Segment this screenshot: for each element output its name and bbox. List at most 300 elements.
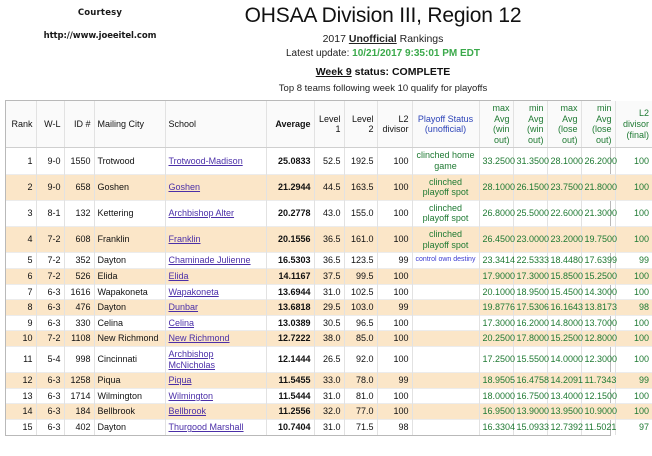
cell-min-avg-win-out: 26.1500 xyxy=(513,174,547,200)
cell-level-1: 31.0 xyxy=(314,284,344,300)
cell-rank: 14 xyxy=(6,404,36,420)
cell-win-loss: 7-2 xyxy=(36,268,64,284)
cell-average: 13.0389 xyxy=(266,315,314,331)
cell-level-2: 78.0 xyxy=(344,373,377,389)
cell-l2-divisor: 100 xyxy=(377,315,412,331)
cell-min-avg-win-out: 17.5306 xyxy=(513,300,547,316)
col-header-min-avg-win-out[interactable] xyxy=(513,101,547,148)
cell-win-loss: 7-2 xyxy=(36,227,64,253)
cell-average: 11.5444 xyxy=(266,388,314,404)
cell-level-2: 102.5 xyxy=(344,284,377,300)
school-link[interactable]: Bellbrook xyxy=(168,406,207,417)
col-header-min-avg-win-out-line3: out) xyxy=(527,134,544,145)
cell-rank: 6 xyxy=(6,268,36,284)
cell-min-avg-win-out: 16.7500 xyxy=(513,388,547,404)
week-status-value: status: COMPLETE xyxy=(351,66,451,78)
col-header-id[interactable]: ID # xyxy=(64,101,94,148)
cell-max-avg-win-out: 16.9500 xyxy=(479,404,513,420)
cell-min-avg-lose-out: 21.3000 xyxy=(581,200,615,226)
cell-max-avg-lose-out: 15.2500 xyxy=(547,331,581,347)
cell-win-loss: 8-1 xyxy=(36,200,64,226)
cell-win-loss: 6-3 xyxy=(36,284,64,300)
table-row xyxy=(6,346,652,372)
col-header-playoff-status-line2: (unofficial) xyxy=(424,124,467,135)
cell-mailing-city: Wilmington xyxy=(94,388,165,404)
col-header-l2-divisor-final-line3: (final) xyxy=(626,129,649,140)
cell-average: 20.2778 xyxy=(266,200,314,226)
cell-win-loss: 5-4 xyxy=(36,346,64,372)
cell-max-avg-win-out: 20.2500 xyxy=(479,331,513,347)
table-row xyxy=(6,200,652,226)
cell-school-id: 658 xyxy=(64,174,94,200)
cell-rank: 10 xyxy=(6,331,36,347)
cell-level-1: 44.5 xyxy=(314,174,344,200)
col-header-playoff-status-line1: Playoff Status xyxy=(417,113,474,124)
cell-l2-divisor-final: 99 xyxy=(615,373,652,389)
cell-playoff-status xyxy=(412,373,479,389)
col-header-rank[interactable]: Rank xyxy=(6,101,36,148)
cell-average: 25.0833 xyxy=(266,148,314,174)
qualify-note: Top 8 teams following week 10 qualify for playoffs xyxy=(278,83,488,94)
school-link[interactable]: Dunbar xyxy=(168,302,199,313)
cell-school-id: 132 xyxy=(64,200,94,226)
cell-min-avg-lose-out: 21.8000 xyxy=(581,174,615,200)
cell-playoff-status: clinched playoff spot xyxy=(412,200,479,226)
col-header-max-avg-win-out-line2: Avg xyxy=(494,113,510,124)
cell-level-2: 155.0 xyxy=(344,200,377,226)
cell-level-1: 31.0 xyxy=(314,388,344,404)
cell-school-id: 1714 xyxy=(64,388,94,404)
table-row xyxy=(6,268,652,284)
cell-l2-divisor: 100 xyxy=(377,200,412,226)
cell-min-avg-win-out: 18.9500 xyxy=(513,284,547,300)
cell-level-2: 77.0 xyxy=(344,404,377,420)
cell-level-1: 43.0 xyxy=(314,200,344,226)
cell-min-avg-lose-out: 13.8173 xyxy=(581,300,615,316)
subtitle-year: 2017 xyxy=(322,33,349,46)
school-link[interactable]: Thurgood Marshall xyxy=(168,422,244,433)
cell-level-2: 99.5 xyxy=(344,268,377,284)
cell-l2-divisor: 100 xyxy=(377,284,412,300)
cell-max-avg-win-out: 26.4500 xyxy=(479,227,513,253)
cell-l2-divisor: 99 xyxy=(377,253,412,269)
school-link[interactable]: Wapakoneta xyxy=(168,286,219,297)
cell-school xyxy=(165,331,266,347)
cell-playoff-status: clinched playoff spot xyxy=(412,227,479,253)
cell-school-id: 1108 xyxy=(64,331,94,347)
latest-update-timestamp: 10/21/2017 9:35:01 PM EDT xyxy=(352,48,481,60)
rankings-subtitle xyxy=(150,33,616,45)
cell-max-avg-lose-out: 16.1643 xyxy=(547,300,581,316)
cell-min-avg-win-out: 22.5333 xyxy=(513,253,547,269)
cell-min-avg-lose-out: 26.2000 xyxy=(581,148,615,174)
cell-max-avg-lose-out: 14.0000 xyxy=(547,346,581,372)
cell-rank: 1 xyxy=(6,148,36,174)
cell-rank: 5 xyxy=(6,253,36,269)
col-header-min-avg-lose-out-line1: min Avg xyxy=(596,103,612,124)
cell-school xyxy=(165,148,266,174)
cell-rank: 2 xyxy=(6,174,36,200)
table-row xyxy=(6,315,652,331)
cell-win-loss: 7-2 xyxy=(36,253,64,269)
cell-l2-divisor-final: 100 xyxy=(615,388,652,404)
col-header-max-avg-win-out-line1: max xyxy=(492,103,510,113)
cell-playoff-status xyxy=(412,268,479,284)
latest-update-label: Latest update: xyxy=(285,48,353,60)
school-link[interactable]: Archbishop Alter xyxy=(168,208,235,219)
cell-max-avg-win-out: 16.3304 xyxy=(479,420,513,435)
col-header-l2-divisor[interactable] xyxy=(377,101,412,148)
week-status xyxy=(150,66,616,78)
cell-max-avg-win-out: 17.3000 xyxy=(479,315,513,331)
col-header-wl[interactable]: W-L xyxy=(36,101,64,148)
table-row xyxy=(6,404,652,420)
cell-playoff-status: control own destiny xyxy=(412,253,479,269)
cell-l2-divisor-final: 100 xyxy=(615,331,652,347)
school-link[interactable]: Piqua xyxy=(168,375,192,386)
cell-level-1: 38.0 xyxy=(314,331,344,347)
cell-level-2: 71.5 xyxy=(344,420,377,435)
page-title: OHSAA Division III, Region 12 xyxy=(244,4,522,27)
cell-school xyxy=(165,404,266,420)
cell-rank: 13 xyxy=(6,388,36,404)
cell-l2-divisor: 100 xyxy=(377,268,412,284)
cell-mailing-city: Dayton xyxy=(94,300,165,316)
cell-level-1: 33.0 xyxy=(314,373,344,389)
cell-l2-divisor-final: 100 xyxy=(615,268,652,284)
cell-school xyxy=(165,284,266,300)
cell-level-2: 96.5 xyxy=(344,315,377,331)
cell-playoff-status: clinched home game xyxy=(412,148,479,174)
cell-school xyxy=(165,253,266,269)
cell-average: 20.1556 xyxy=(266,227,314,253)
col-header-level-1[interactable] xyxy=(314,101,344,148)
cell-win-loss: 7-2 xyxy=(36,331,64,347)
cell-min-avg-win-out: 15.5500 xyxy=(513,346,547,372)
cell-max-avg-win-out: 17.2500 xyxy=(479,346,513,372)
cell-l2-divisor-final: 99 xyxy=(615,253,652,269)
table-row xyxy=(6,373,652,389)
cell-min-avg-lose-out: 14.3000 xyxy=(581,284,615,300)
table-header-row xyxy=(6,101,652,148)
cell-max-avg-lose-out: 18.4480 xyxy=(547,253,581,269)
rankings-table xyxy=(6,101,652,435)
table-row xyxy=(6,227,652,253)
cell-l2-divisor-final: 98 xyxy=(615,300,652,316)
cell-l2-divisor-final: 100 xyxy=(615,227,652,253)
cell-school xyxy=(165,200,266,226)
col-header-min-avg-lose-out[interactable] xyxy=(581,101,615,148)
cell-school xyxy=(165,227,266,253)
col-header-level-1-line1: Level xyxy=(318,113,341,124)
col-header-playoff-status[interactable] xyxy=(412,101,479,148)
cell-mailing-city: Goshen xyxy=(94,174,165,200)
cell-win-loss: 6-3 xyxy=(36,315,64,331)
cell-school xyxy=(165,300,266,316)
cell-l2-divisor: 100 xyxy=(377,148,412,174)
cell-min-avg-lose-out: 12.1500 xyxy=(581,388,615,404)
table-row xyxy=(6,388,652,404)
cell-win-loss: 6-3 xyxy=(36,300,64,316)
cell-average: 13.6944 xyxy=(266,284,314,300)
table-row xyxy=(6,253,652,269)
cell-min-avg-win-out: 15.0933 xyxy=(513,420,547,435)
col-header-l2-divisor-final-line2: divisor xyxy=(622,118,649,129)
cell-win-loss: 6-3 xyxy=(36,373,64,389)
cell-school-id: 1258 xyxy=(64,373,94,389)
cell-level-1: 32.0 xyxy=(314,404,344,420)
cell-min-avg-win-out: 16.2000 xyxy=(513,315,547,331)
cell-average: 21.2944 xyxy=(266,174,314,200)
cell-mailing-city: Kettering xyxy=(94,200,165,226)
cell-l2-divisor-final: 100 xyxy=(615,315,652,331)
col-header-max-avg-win-out[interactable] xyxy=(479,101,513,148)
cell-max-avg-win-out: 18.9505 xyxy=(479,373,513,389)
subtitle-unofficial: Unofficial xyxy=(348,33,397,46)
cell-min-avg-lose-out: 13.7000 xyxy=(581,315,615,331)
cell-school-id: 998 xyxy=(64,346,94,372)
cell-school xyxy=(165,373,266,389)
cell-mailing-city: Wapakoneta xyxy=(94,284,165,300)
cell-school-id: 1616 xyxy=(64,284,94,300)
cell-max-avg-lose-out: 13.4000 xyxy=(547,388,581,404)
cell-school xyxy=(165,315,266,331)
cell-level-2: 123.5 xyxy=(344,253,377,269)
col-header-min-avg-lose-out-line2: (lose xyxy=(591,124,612,135)
cell-level-1: 30.5 xyxy=(314,315,344,331)
cell-playoff-status xyxy=(412,284,479,300)
school-link[interactable]: Chaminade Julienne xyxy=(168,255,251,266)
cell-average: 12.1444 xyxy=(266,346,314,372)
cell-l2-divisor-final: 100 xyxy=(615,346,652,372)
cell-l2-divisor: 100 xyxy=(377,331,412,347)
cell-mailing-city: Dayton xyxy=(94,420,165,435)
col-header-max-avg-lose-out-line1: max xyxy=(560,103,578,113)
cell-average: 12.7222 xyxy=(266,331,314,347)
cell-mailing-city: Celina xyxy=(94,315,165,331)
cell-level-2: 163.5 xyxy=(344,174,377,200)
cell-max-avg-lose-out: 15.8500 xyxy=(547,268,581,284)
cell-l2-divisor-final: 100 xyxy=(615,174,652,200)
col-header-l2-divisor-line2: divisor xyxy=(382,124,409,135)
cell-l2-divisor: 99 xyxy=(377,373,412,389)
cell-average: 13.6818 xyxy=(266,300,314,316)
cell-l2-divisor-final: 100 xyxy=(615,200,652,226)
cell-max-avg-win-out: 28.1000 xyxy=(479,174,513,200)
cell-school-id: 352 xyxy=(64,253,94,269)
cell-mailing-city: Bellbrook xyxy=(94,404,165,420)
cell-level-2: 192.5 xyxy=(344,148,377,174)
school-link[interactable]: Archbishop McNicholas xyxy=(168,348,216,370)
cell-mailing-city: Cincinnati xyxy=(94,346,165,372)
cell-average: 11.2556 xyxy=(266,404,314,420)
cell-min-avg-lose-out: 11.5021 xyxy=(581,420,615,435)
cell-mailing-city: Dayton xyxy=(94,253,165,269)
cell-school-id: 608 xyxy=(64,227,94,253)
col-header-max-avg-lose-out-line3: (lose xyxy=(557,124,578,135)
cell-max-avg-lose-out: 13.9500 xyxy=(547,404,581,420)
col-header-l2-divisor-final[interactable] xyxy=(615,101,652,148)
cell-l2-divisor: 98 xyxy=(377,420,412,435)
cell-school-id: 1550 xyxy=(64,148,94,174)
col-header-max-avg-win-out-line4: out) xyxy=(493,134,510,145)
cell-min-avg-win-out: 13.9000 xyxy=(513,404,547,420)
col-header-level-1-line2: 1 xyxy=(335,124,341,135)
cell-school xyxy=(165,420,266,435)
cell-l2-divisor: 100 xyxy=(377,404,412,420)
rankings-table-container xyxy=(5,100,649,436)
cell-min-avg-win-out: 25.5000 xyxy=(513,200,547,226)
col-header-max-avg-lose-out-line4: out) xyxy=(561,134,578,145)
cell-rank: 15 xyxy=(6,420,36,435)
cell-rank: 3 xyxy=(6,200,36,226)
cell-rank: 9 xyxy=(6,315,36,331)
latest-update-line xyxy=(150,48,616,59)
table-row xyxy=(6,174,652,200)
rankings-table-body xyxy=(6,148,652,435)
title-block xyxy=(150,4,616,59)
cell-playoff-status xyxy=(412,315,479,331)
cell-average: 11.5455 xyxy=(266,373,314,389)
cell-playoff-status xyxy=(412,331,479,347)
cell-mailing-city: New Richmond xyxy=(94,331,165,347)
cell-win-loss: 6-3 xyxy=(36,420,64,435)
cell-level-1: 36.5 xyxy=(314,253,344,269)
cell-rank: 8 xyxy=(6,300,36,316)
school-link[interactable]: Franklin xyxy=(168,234,201,245)
cell-max-avg-win-out: 19.8776 xyxy=(479,300,513,316)
cell-max-avg-lose-out: 23.7500 xyxy=(547,174,581,200)
cell-min-avg-lose-out: 12.8000 xyxy=(581,331,615,347)
cell-l2-divisor-final: 97 xyxy=(615,420,652,435)
cell-playoff-status xyxy=(412,346,479,372)
cell-max-avg-lose-out: 14.8000 xyxy=(547,315,581,331)
page-header xyxy=(0,0,616,96)
cell-max-avg-lose-out: 22.6000 xyxy=(547,200,581,226)
col-header-min-avg-win-out-line1: min Avg xyxy=(528,103,544,124)
col-header-mailing-city[interactable]: Mailing City xyxy=(94,101,165,148)
col-header-min-avg-win-out-line2: (win xyxy=(526,124,544,135)
cell-win-loss: 6-3 xyxy=(36,404,64,420)
cell-school-id: 476 xyxy=(64,300,94,316)
cell-mailing-city: Franklin xyxy=(94,227,165,253)
cell-rank: 11 xyxy=(6,346,36,372)
school-link[interactable]: New Richmond xyxy=(168,333,230,344)
courtesy-url[interactable]: http://www.joeeitel.com xyxy=(43,31,157,41)
col-header-max-avg-lose-out[interactable] xyxy=(547,101,581,148)
table-row xyxy=(6,420,652,435)
week-status-week: Week 9 xyxy=(315,66,352,78)
cell-rank: 7 xyxy=(6,284,36,300)
cell-min-avg-win-out: 23.0000 xyxy=(513,227,547,253)
cell-min-avg-win-out: 16.4758 xyxy=(513,373,547,389)
cell-min-avg-lose-out: 19.7500 xyxy=(581,227,615,253)
cell-level-2: 92.0 xyxy=(344,346,377,372)
cell-level-1: 52.5 xyxy=(314,148,344,174)
col-header-average[interactable]: Average xyxy=(266,101,314,148)
cell-l2-divisor: 100 xyxy=(377,388,412,404)
cell-school-id: 526 xyxy=(64,268,94,284)
cell-min-avg-win-out: 17.8000 xyxy=(513,331,547,347)
cell-max-avg-win-out: 18.0000 xyxy=(479,388,513,404)
cell-max-avg-win-out: 23.3414 xyxy=(479,253,513,269)
cell-level-1: 31.0 xyxy=(314,420,344,435)
cell-l2-divisor-final: 100 xyxy=(615,284,652,300)
cell-win-loss: 9-0 xyxy=(36,174,64,200)
col-header-level-2-line1: Level xyxy=(351,113,374,124)
cell-min-avg-win-out: 31.3500 xyxy=(513,148,547,174)
cell-l2-divisor: 100 xyxy=(377,174,412,200)
cell-max-avg-lose-out: 12.7392 xyxy=(547,420,581,435)
cell-max-avg-lose-out: 28.1000 xyxy=(547,148,581,174)
col-header-school[interactable]: School xyxy=(165,101,266,148)
col-header-level-2[interactable] xyxy=(344,101,377,148)
cell-playoff-status xyxy=(412,404,479,420)
cell-min-avg-lose-out: 10.9000 xyxy=(581,404,615,420)
cell-school xyxy=(165,346,266,372)
cell-level-2: 161.0 xyxy=(344,227,377,253)
cell-school xyxy=(165,174,266,200)
cell-max-avg-win-out: 33.2500 xyxy=(479,148,513,174)
cell-playoff-status xyxy=(412,300,479,316)
cell-max-avg-lose-out: 15.4500 xyxy=(547,284,581,300)
school-link[interactable]: Trotwood-Madison xyxy=(168,155,243,166)
cell-mailing-city: Piqua xyxy=(94,373,165,389)
table-row xyxy=(6,300,652,316)
cell-l2-divisor: 100 xyxy=(377,227,412,253)
school-link[interactable]: Wilmington xyxy=(168,390,214,401)
cell-mailing-city: Trotwood xyxy=(94,148,165,174)
cell-average: 16.5303 xyxy=(266,253,314,269)
cell-l2-divisor-final: 100 xyxy=(615,148,652,174)
cell-win-loss: 6-3 xyxy=(36,388,64,404)
cell-rank: 12 xyxy=(6,373,36,389)
cell-mailing-city: Elida xyxy=(94,268,165,284)
cell-min-avg-lose-out: 15.2500 xyxy=(581,268,615,284)
cell-level-1: 37.5 xyxy=(314,268,344,284)
table-row xyxy=(6,148,652,174)
col-header-level-2-line2: 2 xyxy=(368,124,374,135)
school-link[interactable]: Elida xyxy=(168,270,189,281)
table-row xyxy=(6,284,652,300)
cell-level-1: 29.5 xyxy=(314,300,344,316)
cell-max-avg-lose-out: 23.2000 xyxy=(547,227,581,253)
cell-playoff-status xyxy=(412,388,479,404)
cell-l2-divisor: 99 xyxy=(377,300,412,316)
cell-school-id: 184 xyxy=(64,404,94,420)
cell-l2-divisor-final: 100 xyxy=(615,404,652,420)
school-link[interactable]: Celina xyxy=(168,317,195,328)
school-link[interactable]: Goshen xyxy=(168,181,201,192)
cell-max-avg-lose-out: 14.2091 xyxy=(547,373,581,389)
cell-max-avg-win-out: 20.1000 xyxy=(479,284,513,300)
cell-win-loss: 9-0 xyxy=(36,148,64,174)
cell-level-2: 85.0 xyxy=(344,331,377,347)
cell-max-avg-win-out: 26.8000 xyxy=(479,200,513,226)
cell-school-id: 402 xyxy=(64,420,94,435)
col-header-l2-divisor-line1: L2 xyxy=(398,113,409,124)
cell-rank: 4 xyxy=(6,227,36,253)
courtesy-label: Courtesy xyxy=(77,8,123,18)
cell-min-avg-lose-out: 12.3000 xyxy=(581,346,615,372)
cell-playoff-status: clinched playoff spot xyxy=(412,174,479,200)
cell-l2-divisor: 100 xyxy=(377,346,412,372)
cell-school-id: 330 xyxy=(64,315,94,331)
cell-school xyxy=(165,268,266,284)
cell-average: 10.7404 xyxy=(266,420,314,435)
cell-max-avg-win-out: 17.9000 xyxy=(479,268,513,284)
cell-level-2: 103.0 xyxy=(344,300,377,316)
